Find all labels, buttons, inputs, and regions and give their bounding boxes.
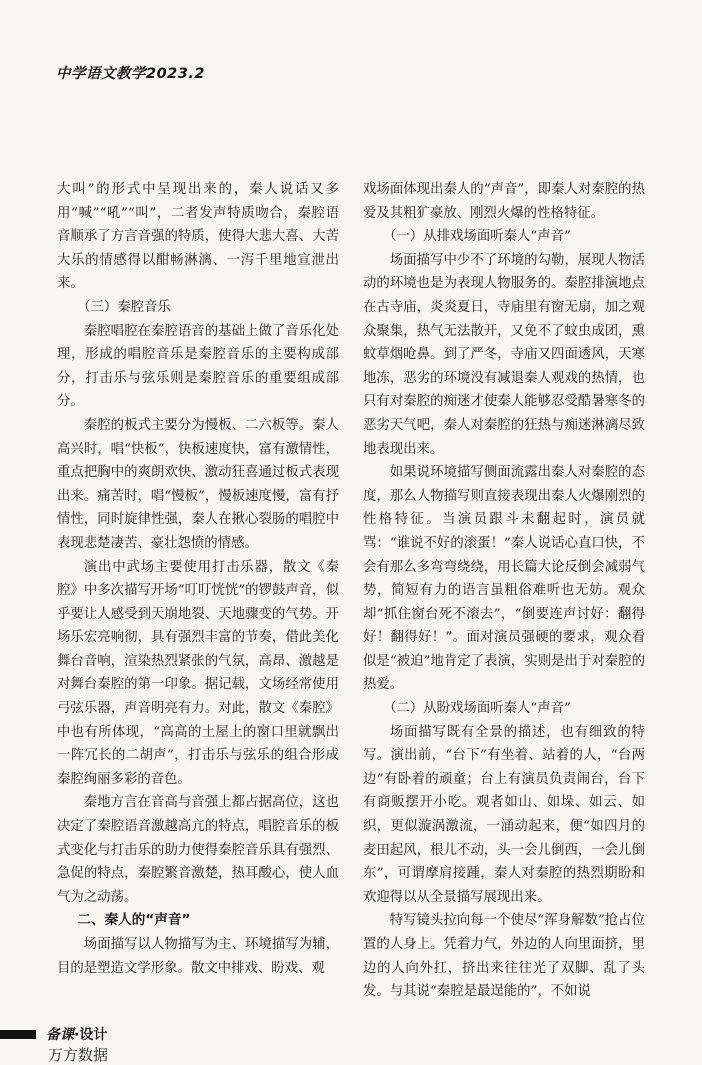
paragraph: 场面描写以人物描写为主、环境描写为辅，目的是塑造文学形象。散文中排戏、盼戏、观 — [57, 937, 339, 976]
paragraph: 秦腔唱腔在秦腔语音的基础上做了音乐化处理，形成的唱腔音乐是秦腔音乐的主要构成部分，打击乐与弦乐则是秦腔音乐的重要组成部分。 — [57, 323, 339, 410]
section-heading: 二、秦人的“声音” — [77, 912, 191, 929]
paragraph: 场面描写中少不了环境的勾勒，展现人物活动的环境也是为表现人物服务的。秦腔排演地点在古寺庙，炎炎夏日，寺庙里有窗无扇，加之观众聚集，热气无法散开，又免不了蚊虫成团，熏蚊草烟呛鼻。到了严冬，寺庙又四面透风，天寒地冻，恶劣的环境没有减退秦人观戏的热情，也只有对秦腔的痴迷才使秦人能够忍受酷暑寒冬的恶劣天气吧，秦人对秦腔的狂热与痴迷淋漓尽致地表现出来。 — [363, 252, 645, 457]
paragraph: 如果说环境描写侧面流露出秦人对秦腔的态度，那么人物描写则直接表现出秦人火爆刚烈的性格特征。当演员跟斗未翻起时，演员就骂：“谁说不好的滚蛋！”秦人说话心直口快，不会有那么多弯弯绕绕，用长篇大论反倒会减弱气势，简短有力的语言虽粗俗难听也无妨。观众却“抓住窗台死不滚去”，“倒要连声讨好：翻得好！翻得好！”。面对演员强硬的要求，观众看似是“被迫”地肯定了表演，实则是出于对秦腔的热爱。 — [363, 465, 645, 693]
footer-label-part-b: 设计 — [79, 1027, 108, 1043]
paragraph: 场面描写既有全景的描述，也有细致的特写。演出前，“台下”有坐着、站着的人，“台两边”有卧着的顽童；台上有演员负责闹台，台下有商贩摆开小吃。观者如山、如垛、如云、如织，更似漩涡激流，一涌动起来，便“如四月的麦田起风，根儿不动，头一会儿倒西，一会儿倒东”，可谓摩肩接踵，秦人对秦腔的热烈期盼和欢迎得以从全景描写展现出来。 — [363, 724, 645, 905]
paragraph: 特写镜头拉向每一个使尽“浑身解数”抢占位置的人身上。凭着力气，外边的人向里面挤，里边的人向外扛，挤出来往往光了双脚、乱了头发。与其说“秦腔是最逞能的”，不如说 — [363, 913, 645, 1000]
footer-label-part-a: 备课 — [46, 1027, 74, 1043]
subheading-paixi: （一）从排戏场面听秦人“声音” — [383, 229, 571, 245]
right-column — [363, 178, 645, 1004]
journal-header: 中学语文教学2023.2 — [56, 66, 205, 82]
paragraph: 演出中武场主要使用打击乐器，散文《秦腔》中多次描写开场“叮叮恍恍”的锣鼓声音，似乎要让人感受到天崩地裂、天地骤变的气势。开场乐宏亮响彻，具有强烈丰富的节奏，借此美化舞台音响，渲染热烈紧张的气氛，高昂、激越是对舞台秦腔的第一印象。据记载，文场经常使用弓弦乐器，声音明亮有力。对此，散文《秦腔》中也有所体现，“高高的土屋上的窗口里就飘出一阵冗长的二胡声”，打击乐与弦乐的组合形成秦腔绚丽多彩的音色。 — [57, 559, 339, 787]
watermark: 万方数据 — [48, 1046, 109, 1064]
paragraph: 秦地方言在音高与音强上都占据高位，这也决定了秦腔语音激越高亢的特点，唱腔音乐的板式变化与打击乐的助力使得秦腔音乐具有强烈、急促的特点，秦腔繁音激楚，热耳酸心，使人血气为之动荡。 — [57, 795, 339, 905]
footer-separator: · — [74, 1027, 80, 1043]
left-column — [57, 178, 339, 980]
paragraph: 秦腔的板式主要分为慢板、二六板等。秦人高兴时，唱“快板”，快板速度快，富有激情性，重点把胸中的爽朗欢快、激动狂喜通过板式表现出来。痛苦时，唱“慢板”，慢板速度慢，富有抒情性，同时旋律性强，秦人在揪心裂肠的唱腔中表现悲楚凄苦、豪壮怨愤的情感。 — [57, 417, 339, 551]
subheading-music: （三）秦腔音乐 — [77, 299, 171, 315]
footer-section-label — [46, 1024, 107, 1044]
paragraph: 大叫”的形式中呈现出来的，秦人说话又多用“喊”“吼”“叫”，二者发声特质吻合，秦腔语音顺承了方言音强的特质，使得大悲大喜、大苦大乐的情感得以酣畅淋漓、一泻千里地宣泄出来。 — [57, 182, 339, 292]
subheading-panxi: （二）从盼戏场面听秦人“声音” — [383, 701, 571, 717]
paragraph: 戏场面体现出秦人的“声音”，即秦人对秦腔的热爱及其粗犷豪放、刚烈火爆的性格特征。 — [363, 182, 645, 221]
footer-bar — [0, 1030, 36, 1039]
